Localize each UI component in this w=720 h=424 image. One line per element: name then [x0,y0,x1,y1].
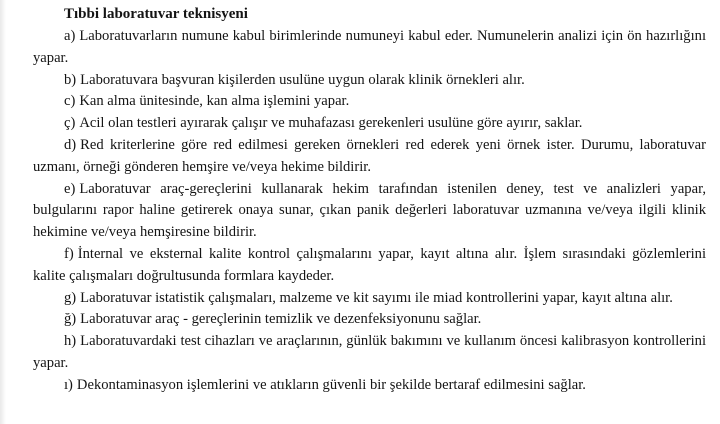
item-text: Dekontaminasyon işlemlerini ve atıkların güvenli bir şekilde bertaraf edilmesini sağlar. [76,376,586,393]
list-item [33,91,706,113]
document-heading: Tıbbi laboratuvar teknisyeni [64,6,248,22]
item-marker: d) [64,136,77,153]
list-item [33,179,706,244]
item-marker: h) [64,333,77,350]
item-marker: ı) [64,376,73,393]
item-marker: c) [64,93,76,110]
item-text: Acil olan testleri ayırarak çalışır ve muhafazası gerekenleri usulüne göre ayırır, saklar. [79,115,583,132]
item-text: Laboratuvar araç-gereçlerini kullanarak hekim tarafından istenilen deney, test ve analizleri yapar, bulgularını rapor haline getirerek onaya sunar, çıkan panik değerleri laboratuvar uzmanına ve/veya ilgili klinik hekimine ve/veya hemşiresine bildirir. [33,180,706,241]
item-marker: f) [64,245,74,262]
item-marker: b) [64,71,77,88]
item-text: Kan alma ünitesinde, kan alma işlemini yapar. [79,93,350,110]
item-text: Red kriterlerine göre red edilmesi gereken örnekleri red ederek yeni örnek ister. Durumu, laboratuvar uzmanı, örneği gönderen hemşire ve/veya hekime bildirir. [33,136,706,175]
page-edge-shadow [0,0,6,424]
item-text: İnternal ve eksternal kalite kontrol çalışmalarını yapar, kayıt altına alır. İşlem sırasındaki gözlemlerini kalite çalışmaları doğrultusunda formlara kaydeder. [33,245,706,284]
list-item [33,70,706,92]
item-text: Laboratuvardaki test cihazları ve araçlarının, günlük bakımını ve kullanım öncesi kalibrasyon kontrollerini yapar. [33,333,706,371]
item-text: Laboratuvar araç - gereçlerinin temizlik ve dezenfeksiyonunu sağlar. [80,311,482,328]
list-item [33,244,706,288]
list-item [33,288,706,310]
item-marker: g) [64,289,77,306]
list-item [33,331,706,375]
item-marker: ç) [64,115,76,132]
item-marker: ğ) [64,311,77,328]
duties-list [33,26,706,397]
list-item [33,113,706,135]
list-item [33,375,706,397]
item-marker: e) [64,180,76,197]
item-marker: a) [64,28,76,44]
list-item [33,26,706,70]
item-text: Laboratuvara başvuran kişilerden usulüne uygun olarak klinik örnekleri alır. [80,71,525,88]
list-item [33,309,706,331]
item-text: Laboratuvar istatistik çalışmaları, malzeme ve kit sayımı ile miad kontrollerini yapar, kayıt altına alır. [80,289,673,306]
list-item [33,135,706,179]
item-text: Laboratuvarların numune kabul birimlerinde numuneyi kabul eder. Numunelerin analizi için ön hazırlığını yapar. [33,28,706,66]
